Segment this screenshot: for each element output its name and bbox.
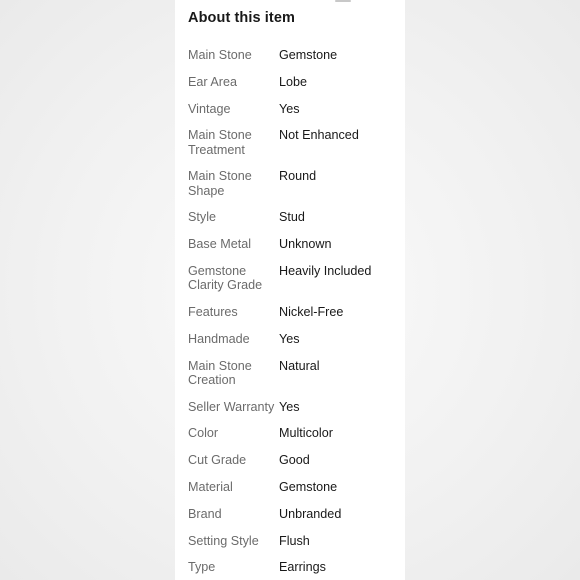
item-specifics-panel bbox=[175, 0, 405, 580]
spec-value: Multicolor bbox=[279, 426, 333, 441]
spec-value: Nickel-Free bbox=[279, 304, 344, 319]
spec-label: Base Metal bbox=[188, 237, 251, 252]
spec-row-seller-warranty bbox=[188, 400, 398, 414]
spec-row-gemstone-clarity-grade bbox=[188, 264, 398, 292]
spec-label: Handmade bbox=[188, 331, 250, 346]
spec-label: Ear Area bbox=[188, 74, 238, 89]
spec-label: Cut Grade bbox=[188, 453, 247, 468]
spec-row-base-metal bbox=[188, 237, 398, 251]
spec-label: Main Stone bbox=[188, 48, 252, 62]
spec-value: Gemstone bbox=[279, 479, 338, 494]
spec-row-main-stone-creation bbox=[188, 359, 398, 387]
spec-label: Seller Warranty bbox=[188, 399, 275, 414]
spec-row-cut-grade bbox=[188, 453, 398, 467]
spec-value: Heavily Included bbox=[279, 263, 372, 278]
spec-label: Main Stone Treatment bbox=[188, 128, 252, 157]
spec-row-main-stone-treatment bbox=[188, 128, 398, 156]
spec-label: Main Stone Creation bbox=[188, 358, 252, 387]
spec-value: Natural bbox=[279, 358, 320, 373]
spec-value: Round bbox=[279, 169, 317, 184]
spec-row-main-stone-shape bbox=[188, 169, 398, 197]
section-title: About this item bbox=[188, 10, 296, 26]
spec-row-features bbox=[188, 305, 398, 319]
scroll-handle[interactable] bbox=[335, 0, 351, 2]
spec-value: Flush bbox=[279, 533, 310, 548]
spec-value: Yes bbox=[279, 331, 300, 346]
spec-value: Yes bbox=[279, 399, 300, 414]
spec-row-setting-style bbox=[188, 534, 398, 548]
spec-value: Unknown bbox=[279, 237, 332, 252]
spec-label: Type bbox=[188, 560, 216, 575]
spec-row-vintage bbox=[188, 102, 398, 116]
spec-row-ear-area bbox=[188, 75, 398, 89]
spec-label: Main Stone Shape bbox=[188, 169, 252, 198]
spec-value: Yes bbox=[279, 101, 300, 116]
spec-row-color bbox=[188, 426, 398, 440]
spec-label: Color bbox=[188, 426, 219, 441]
spec-row-type bbox=[188, 560, 398, 574]
spec-label: Gemstone Clarity Grade bbox=[188, 263, 263, 293]
spec-label: Brand bbox=[188, 506, 222, 521]
item-specifics-list bbox=[188, 48, 398, 580]
spec-value: Lobe bbox=[279, 74, 308, 89]
spec-row-main-stone bbox=[188, 48, 398, 62]
spec-label: Features bbox=[188, 304, 238, 319]
spec-value: Gemstone bbox=[279, 48, 338, 62]
spec-row-material bbox=[188, 480, 398, 494]
spec-label: Setting Style bbox=[188, 533, 259, 548]
spec-label: Vintage bbox=[188, 101, 231, 116]
spec-row-brand bbox=[188, 507, 398, 521]
spec-label: Style bbox=[188, 210, 216, 225]
spec-value: Good bbox=[279, 453, 310, 468]
spec-value: Unbranded bbox=[279, 506, 342, 521]
spec-value: Stud bbox=[279, 210, 305, 225]
spec-row-style bbox=[188, 210, 398, 224]
spec-row-handmade bbox=[188, 332, 398, 346]
spec-value: Earrings bbox=[279, 560, 326, 575]
spec-value: Not Enhanced bbox=[279, 128, 359, 143]
spec-label: Material bbox=[188, 479, 233, 494]
